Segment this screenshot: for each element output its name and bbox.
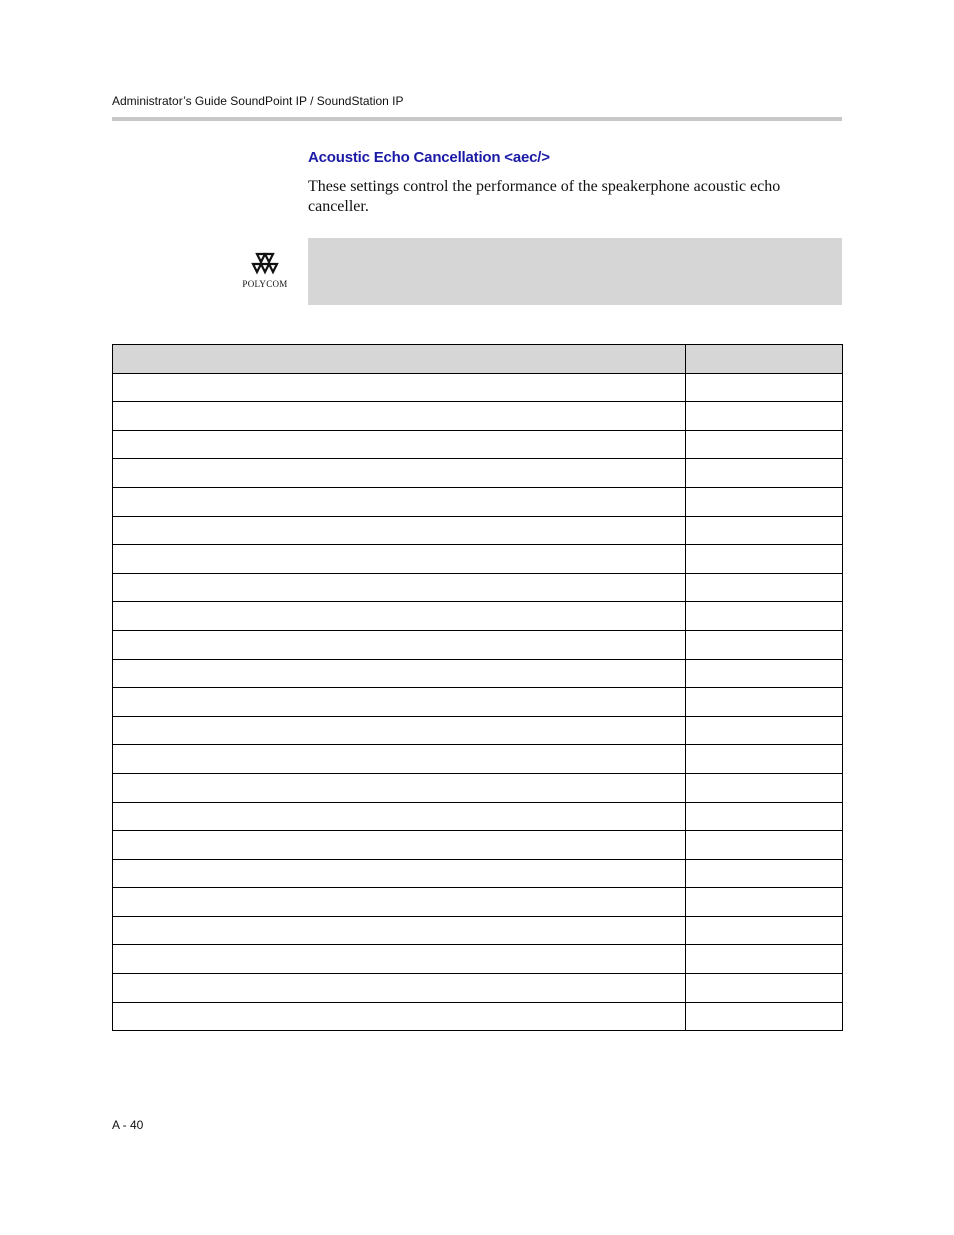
table-cell <box>686 659 843 688</box>
table-cell <box>686 688 843 717</box>
table-cell <box>113 459 686 488</box>
page-number: A - 40 <box>112 1118 144 1132</box>
table-row <box>113 745 843 774</box>
table-header-cell <box>686 345 843 374</box>
table-cell <box>686 487 843 516</box>
table-cell <box>686 745 843 774</box>
table-body <box>113 373 843 1031</box>
table-row <box>113 516 843 545</box>
table-cell <box>686 630 843 659</box>
table-row <box>113 573 843 602</box>
table-cell <box>113 545 686 574</box>
table-cell <box>686 831 843 860</box>
table-cell <box>686 859 843 888</box>
table-row <box>113 831 843 860</box>
table-cell <box>113 630 686 659</box>
polycom-logo <box>232 252 298 289</box>
table-cell <box>686 430 843 459</box>
table-row <box>113 859 843 888</box>
table-cell <box>113 688 686 717</box>
parameter-table <box>112 344 843 1031</box>
table-cell <box>686 916 843 945</box>
table-row <box>113 688 843 717</box>
table-row <box>113 402 843 431</box>
table-cell <box>686 402 843 431</box>
table-row <box>113 802 843 831</box>
header-rule <box>112 117 842 121</box>
table-cell <box>113 1002 686 1031</box>
table-cell <box>113 373 686 402</box>
polycom-logo-icon <box>251 252 279 278</box>
table-cell <box>113 916 686 945</box>
table-header-cell <box>113 345 686 374</box>
table-row <box>113 659 843 688</box>
table-cell <box>113 802 686 831</box>
table-cell <box>686 974 843 1003</box>
table-cell <box>113 859 686 888</box>
table-row <box>113 373 843 402</box>
table-cell <box>686 545 843 574</box>
table-cell <box>113 573 686 602</box>
table-cell <box>113 716 686 745</box>
polycom-logo-text: POLYCOM <box>242 279 288 289</box>
table-cell <box>686 945 843 974</box>
table-cell <box>113 888 686 917</box>
table-cell <box>686 1002 843 1031</box>
table-row <box>113 545 843 574</box>
table-cell <box>113 945 686 974</box>
table-row <box>113 945 843 974</box>
table-cell <box>686 888 843 917</box>
table-row <box>113 430 843 459</box>
table-cell <box>113 773 686 802</box>
table-row <box>113 888 843 917</box>
table-row <box>113 487 843 516</box>
table-row <box>113 974 843 1003</box>
section-heading: Acoustic Echo Cancellation <aec/> <box>308 149 550 166</box>
table-row <box>113 630 843 659</box>
table-row <box>113 459 843 488</box>
table-cell <box>686 573 843 602</box>
table-row <box>113 602 843 631</box>
note-box <box>308 238 842 305</box>
table-cell <box>113 487 686 516</box>
table-row <box>113 1002 843 1031</box>
table-row <box>113 716 843 745</box>
table-cell <box>113 659 686 688</box>
table-cell <box>113 602 686 631</box>
table-cell <box>113 402 686 431</box>
table-row <box>113 773 843 802</box>
table-cell <box>113 745 686 774</box>
table-cell <box>686 459 843 488</box>
table-header-row <box>113 345 843 374</box>
table-cell <box>686 773 843 802</box>
table-row <box>113 916 843 945</box>
table-cell <box>686 602 843 631</box>
table-cell <box>113 430 686 459</box>
table-cell <box>686 373 843 402</box>
table-cell <box>113 516 686 545</box>
table-cell <box>113 831 686 860</box>
table-cell <box>113 974 686 1003</box>
table-cell <box>686 802 843 831</box>
table-cell <box>686 516 843 545</box>
running-header: Administrator’s Guide SoundPoint IP / SoundStation IP <box>112 94 404 108</box>
table-cell <box>686 716 843 745</box>
intro-paragraph: These settings control the performance of the speakerphone acoustic echo canceller. <box>308 178 781 215</box>
